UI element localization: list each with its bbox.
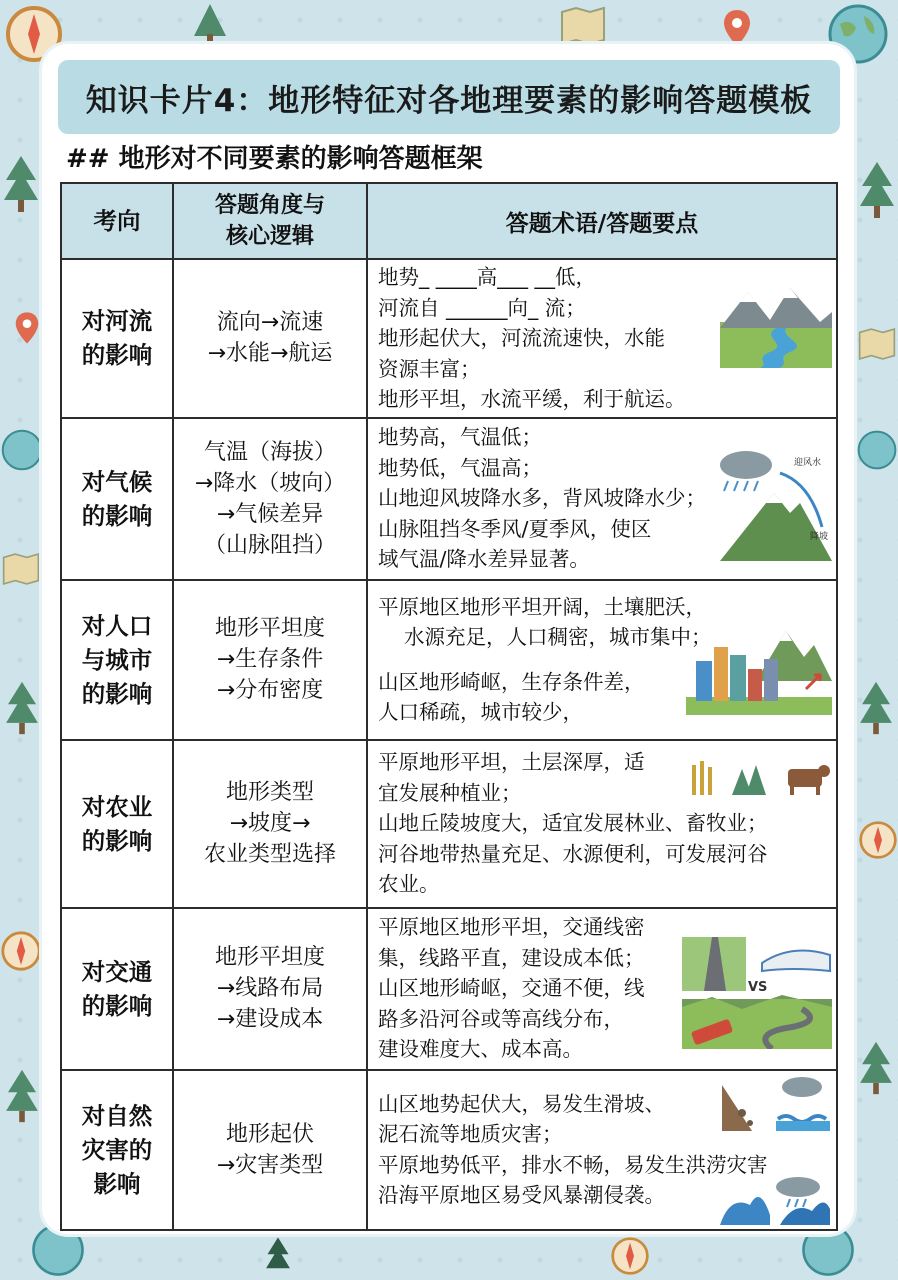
compass-icon [0, 920, 42, 982]
points-cell: 山区地势起伏大，易发生滑坡、 泥石流等地质灾害； 平原地势低平，排水不畅，易发生洪涝灾害 沿海平原地区易受风暴潮侵袭。 [367, 1070, 837, 1230]
table-row [61, 580, 837, 740]
map-icon [858, 320, 896, 368]
header-logic: 答题角度与 核心逻辑 [173, 183, 367, 259]
table-row [61, 908, 837, 1070]
map-icon [560, 6, 606, 46]
landslide-flood-icon [722, 1075, 830, 1131]
table-row [61, 1070, 837, 1230]
aspect-cell: 对农业 的影响 [61, 740, 173, 908]
header-aspect: 考向 [61, 183, 173, 259]
header-points: 答题术语/答题要点 [367, 183, 837, 259]
tree-icon [858, 160, 896, 220]
logic-cell: 流向→流速 →水能→航运 [173, 259, 367, 418]
tree-icon [2, 154, 40, 214]
location-pin-icon [722, 8, 752, 48]
table-row [61, 418, 837, 580]
logic-cell: 地形起伏 →灾害类型 [173, 1070, 367, 1230]
answer-framework-table [60, 182, 838, 1231]
versus-label: VS [748, 979, 768, 995]
windward-label: 迎风水 [794, 457, 822, 468]
mountain-rain-icon [710, 443, 832, 563]
points-cell: 平原地区地形平坦，交通线密 集，线路平直，建设成本低； 山区地形崎岖，交通不便，线 路多沿河谷或等高线分布， 建设难度大、成本高。 VS [367, 908, 837, 1070]
points-cell: 平原地形平坦，土层深厚，适 宜发展种植业； 山地丘陵坡度大，适宜发展林业、畜牧业； 河谷地带热量充足、水源便利，可发展河谷 农业。 [367, 740, 837, 908]
points-cell: 地势_ ____高___ __低， 河流自 ______向_ 流； 地形起伏大，河流流速快，水能 资源丰富； 地形平坦，水流平缓，利于航运。 [367, 259, 837, 418]
aspect-cell: 对气候 的影响 [61, 418, 173, 580]
leeward-label: 降坡 [810, 531, 829, 542]
section-subtitle: ## 地形对不同要素的影响答题框架 [66, 144, 483, 174]
tree-icon [858, 680, 894, 736]
aspect-cell: 对自然 灾害的 影响 [61, 1070, 173, 1230]
points-cell: 平原地区地形平坦开阔，土壤肥沃， 水源充足，人口稠密，城市集中； 山区地形崎岖，生存条件差， 人口稀疏，城市较少， [367, 580, 837, 740]
table-row [61, 259, 837, 418]
aspect-cell: 对河流 的影响 [61, 259, 173, 418]
tree-icon [858, 1040, 894, 1096]
globe-icon [0, 420, 44, 480]
logic-cell: 气温（海拔） →降水（坡向） →气候差异 （山脉阻挡） [173, 418, 367, 580]
storm-surge-icon [720, 1175, 830, 1225]
tree-icon [4, 680, 40, 736]
logic-cell: 地形平坦度 →线路布局 →建设成本 [173, 908, 367, 1070]
train-road-icon [682, 937, 832, 1049]
logic-cell: 地形类型 →坡度→ 农业类型选择 [173, 740, 367, 908]
page-title: 知识卡片4：地形特征对各地理要素的影响答题模板 [58, 60, 840, 134]
table-row [61, 740, 837, 908]
city-mountain-icon [686, 611, 832, 715]
compass-icon [858, 810, 898, 870]
tree-icon [4, 1068, 40, 1124]
aspect-cell: 对交通 的影响 [61, 908, 173, 1070]
globe-icon [856, 420, 898, 480]
tree-icon [190, 2, 230, 44]
farm-icon [684, 755, 832, 799]
points-cell: 地势高，气温低； 地势低，气温高； 山地迎风坡降水多，背风坡降水少； 山脉阻挡冬季风/夏季风，使区 域气温/降水差异显著。 迎风水 降坡 [367, 418, 837, 580]
table-header-row [61, 183, 837, 259]
aspect-cell: 对人口 与城市 的影响 [61, 580, 173, 740]
map-icon [2, 545, 40, 593]
tree-icon [256, 1236, 300, 1278]
location-pin-icon [14, 310, 40, 346]
mountain-river-icon [720, 282, 832, 368]
compass-icon [610, 1236, 650, 1276]
logic-cell: 地形平坦度 →生存条件 →分布密度 [173, 580, 367, 740]
